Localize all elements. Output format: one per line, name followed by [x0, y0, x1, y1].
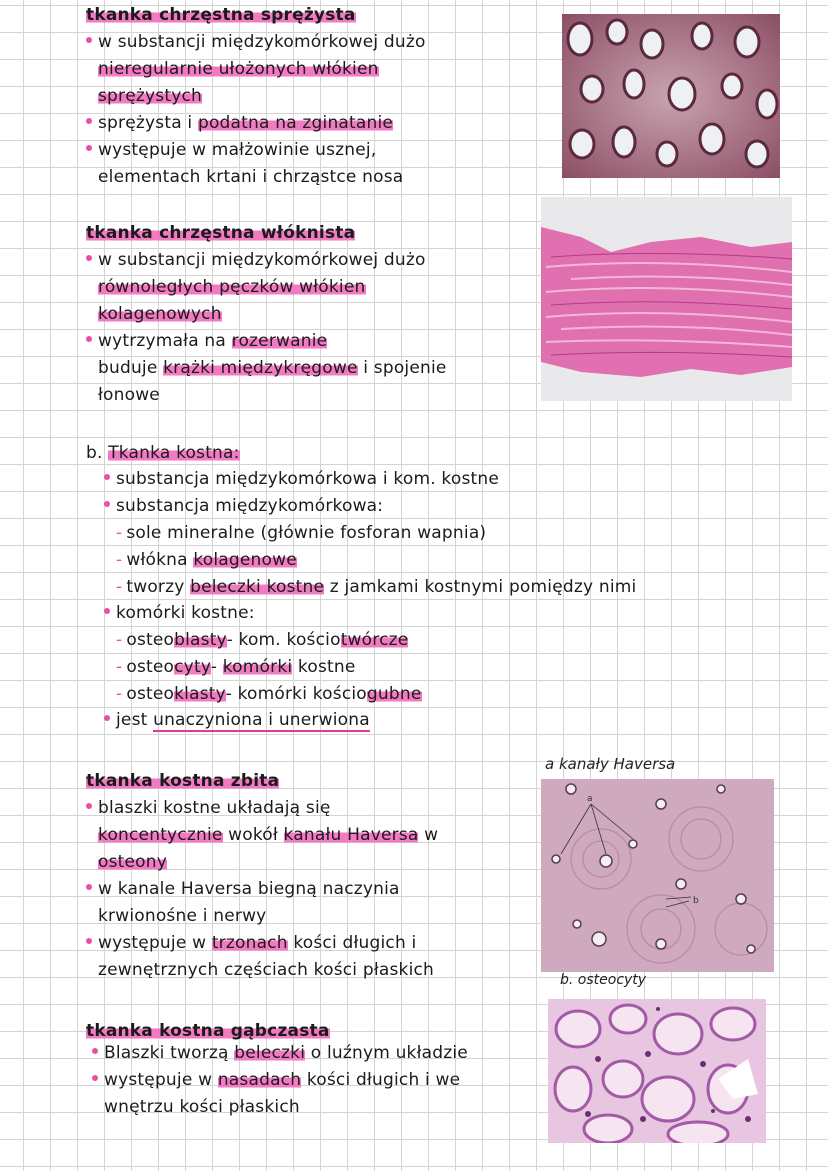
fibrous-bullet-2: wytrzymała na rozerwanie [86, 328, 327, 355]
spongy-bone-image [548, 999, 766, 1143]
fibrous-title: tkanka chrzęstna włóknista [86, 223, 356, 243]
compact-bone-image [541, 779, 774, 972]
elastic-bullet-2: sprężysta i podatna na zginatanie [86, 110, 393, 137]
elastic-title: tkanka chrzęstna sprężysta [86, 5, 356, 25]
elastic-bullet-1: w substancji międzykomórkowej dużo [86, 29, 426, 56]
elastic-bullet-3: występuje w małżowinie usznej, [86, 137, 376, 164]
compact-label-a: a [587, 794, 593, 804]
fibrous-cartilage-image [541, 197, 792, 401]
bone-title: b. Tkanka kostna: [86, 443, 240, 463]
spongy-title: tkanka kostna gąbczasta [86, 1021, 330, 1041]
compact-label-b: b [693, 896, 699, 906]
compact-caption-top: a kanały Haversa [545, 755, 676, 773]
compact-title: tkanka kostna zbita [86, 771, 280, 791]
elastic-cartilage-image [562, 14, 780, 178]
compact-caption-bottom: b. osteocyty [560, 972, 647, 988]
fibrous-bullet-1: w substancji międzykomórkowej dużo [86, 247, 426, 274]
